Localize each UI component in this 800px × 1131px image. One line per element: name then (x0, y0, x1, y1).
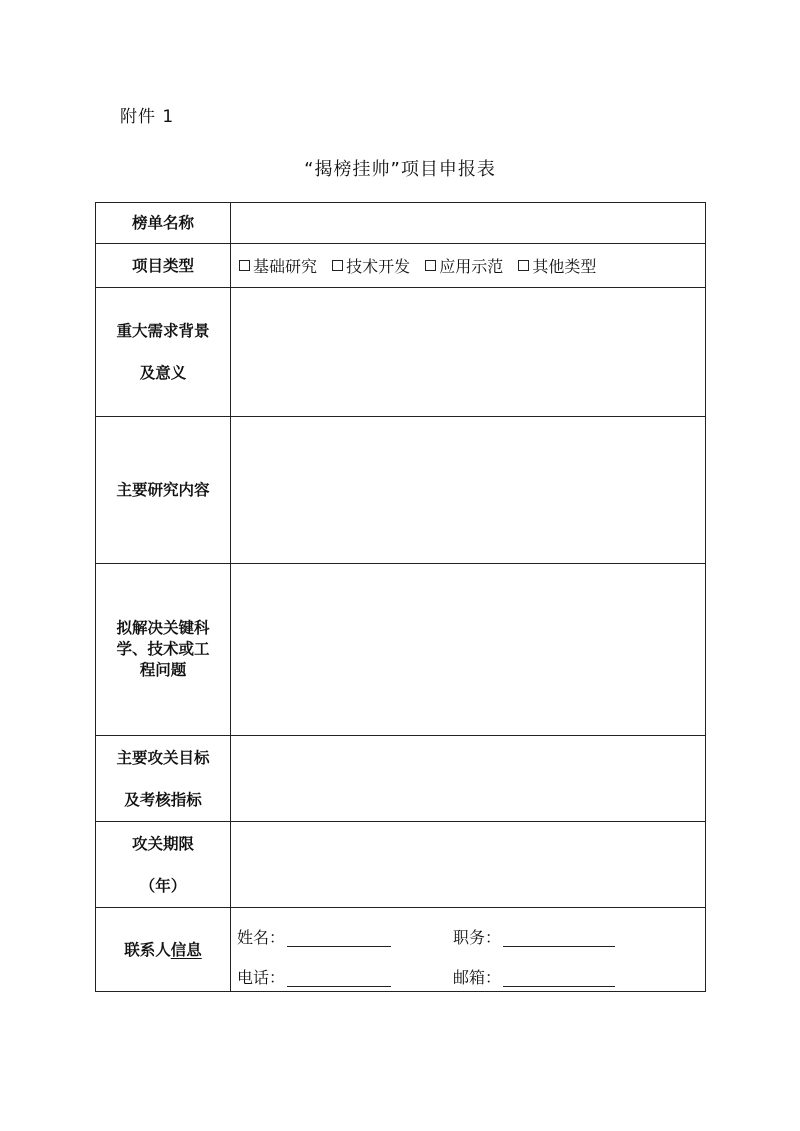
email-label: 邮箱： (453, 967, 502, 987)
name-label: 姓名： (237, 927, 286, 947)
contact-phone (237, 967, 453, 991)
option-label: 应用示范 (439, 257, 504, 276)
contact-info-label-text (96, 939, 230, 961)
key-problems-field[interactable] (231, 564, 706, 736)
goals-label (96, 736, 231, 822)
phone-input-line[interactable] (287, 968, 391, 987)
key-problems-label (96, 564, 231, 736)
contact-label-prefix: 联系人 (124, 940, 171, 959)
option-other-type[interactable] (518, 254, 596, 277)
table-row (96, 736, 706, 822)
contact-row (237, 951, 705, 991)
contact-name (237, 927, 453, 951)
goals-label-line: 主要攻关目标 (116, 748, 210, 767)
period-label-line: （年） (139, 876, 187, 895)
contact-label-underlined: 信息 (170, 940, 202, 959)
project-type-options (231, 254, 705, 277)
key-problems-label-line: 学、技术或工 (116, 640, 210, 658)
checkbox-icon[interactable] (239, 260, 250, 271)
option-label: 其他类型 (532, 257, 597, 276)
list-name-field[interactable] (231, 203, 706, 244)
background-label (96, 288, 231, 417)
contact-email (453, 967, 669, 991)
phone-label: 电话： (237, 967, 286, 987)
key-problems-label-line: 程问题 (139, 661, 187, 679)
position-label: 职务： (453, 927, 502, 947)
goals-field[interactable] (231, 736, 706, 822)
research-content-field[interactable] (231, 417, 706, 564)
option-label: 基础研究 (253, 257, 318, 276)
key-problems-label-line: 拟解决关键科 (116, 619, 210, 637)
table-row (96, 417, 706, 564)
background-label-line: 重大需求背景 (116, 322, 210, 340)
email-input-line[interactable] (503, 968, 615, 987)
contact-position (453, 927, 669, 951)
checkbox-icon[interactable] (425, 260, 436, 271)
table-row (96, 822, 706, 908)
project-type-field (231, 244, 706, 288)
contact-info-label (96, 908, 231, 992)
form-title: “揭榜挂帅”项目申报表 (304, 159, 496, 180)
research-content-label (96, 417, 231, 564)
contact-info-field (231, 908, 706, 992)
table-row (96, 564, 706, 736)
table-row (96, 288, 706, 417)
option-label: 技术开发 (346, 257, 411, 276)
attachment-label: 附件 1 (120, 107, 175, 127)
list-name-label-text: 榜单名称 (131, 214, 194, 232)
table-row (96, 203, 706, 244)
contact-row (237, 909, 705, 951)
list-name-label (96, 203, 231, 244)
project-type-label (96, 244, 231, 288)
goals-label-line: 及考核指标 (124, 790, 202, 809)
option-basic-research[interactable] (239, 254, 317, 277)
background-field[interactable] (231, 288, 706, 417)
period-label-line: 攻关期限 (131, 834, 194, 853)
period-label (96, 822, 231, 908)
option-tech-development[interactable] (332, 254, 410, 277)
table-row (96, 244, 706, 288)
application-form-table (95, 202, 706, 992)
research-content-label-text: 主要研究内容 (116, 481, 210, 499)
position-input-line[interactable] (503, 928, 615, 947)
checkbox-icon[interactable] (518, 260, 529, 271)
table-row (96, 908, 706, 992)
project-type-label-text: 项目类型 (131, 256, 194, 275)
name-input-line[interactable] (287, 928, 391, 947)
background-label-line: 及意义 (139, 364, 187, 382)
contact-grid (231, 909, 705, 991)
period-field[interactable] (231, 822, 706, 908)
option-application-demo[interactable] (425, 254, 503, 277)
checkbox-icon[interactable] (332, 260, 343, 271)
